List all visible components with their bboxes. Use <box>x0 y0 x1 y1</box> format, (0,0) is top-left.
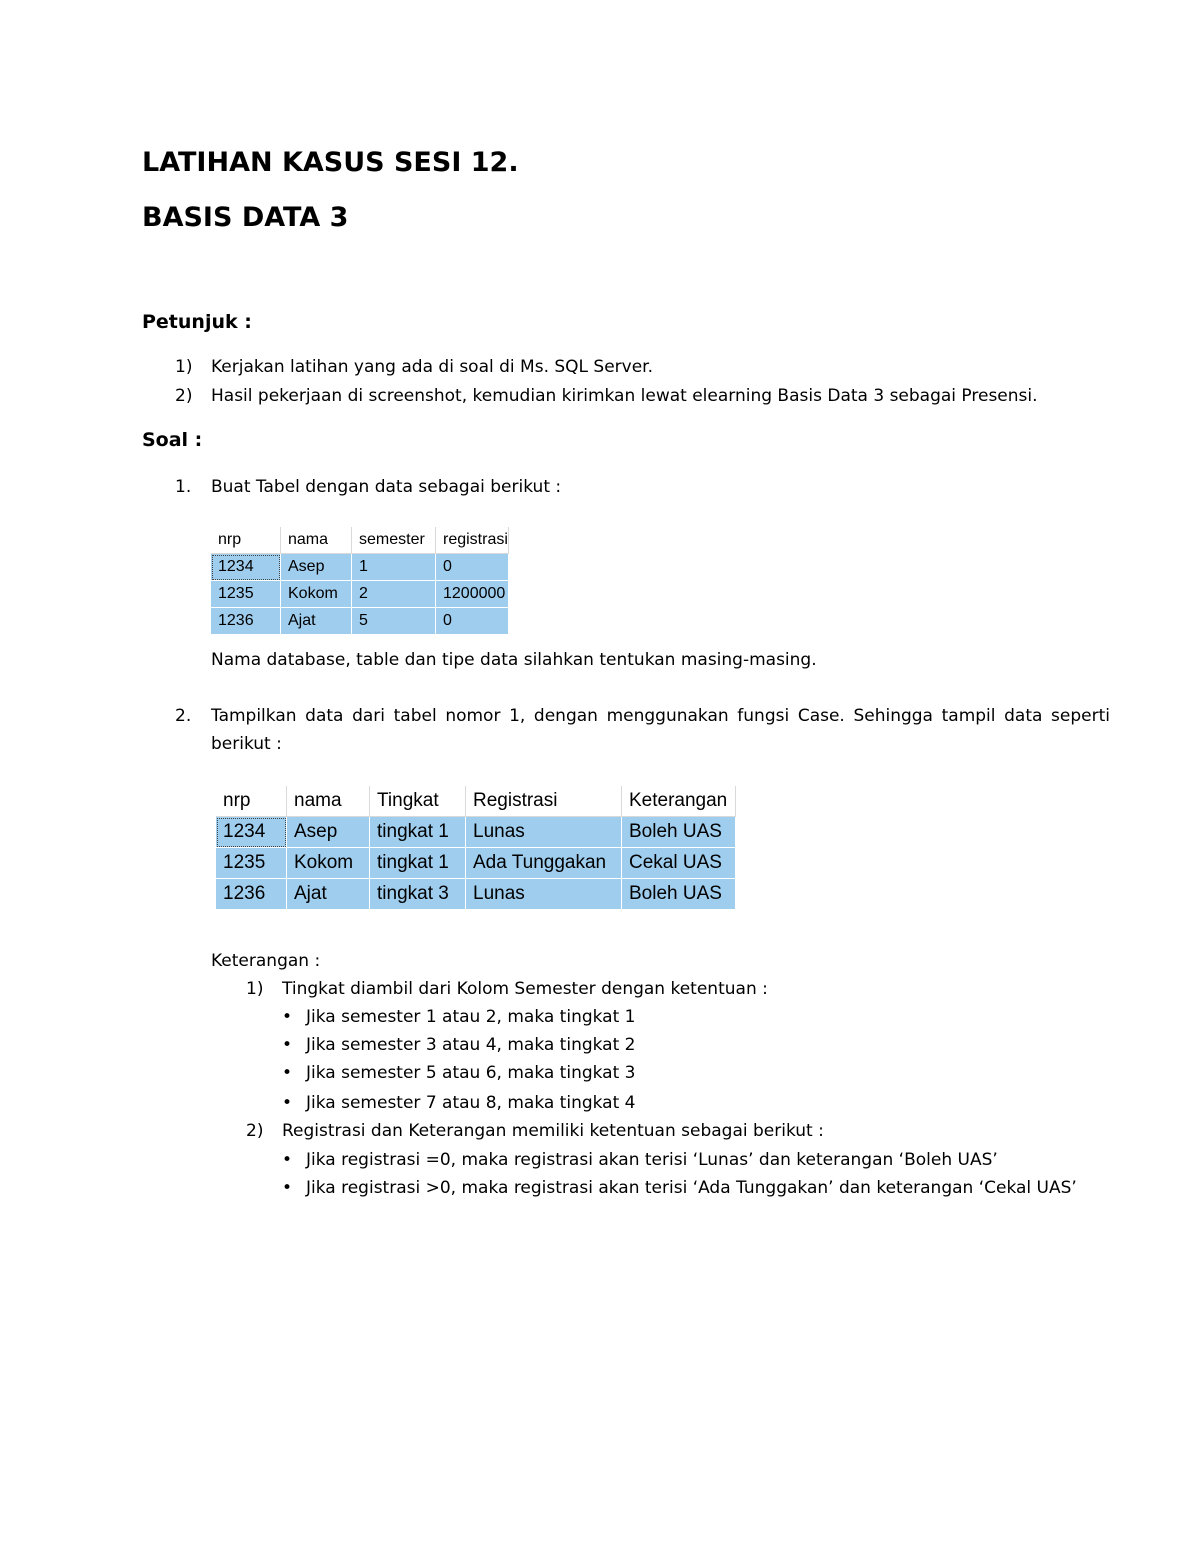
table-row <box>211 554 509 581</box>
bullet-icon: • <box>282 1178 293 1198</box>
table-cell: 2 <box>352 581 436 608</box>
table-cell: 1235 <box>216 848 287 879</box>
table-cell: 1235 <box>211 581 281 608</box>
table-header-row <box>216 786 736 817</box>
soal-heading: Soal : <box>142 429 203 451</box>
table-cell: Kokom <box>281 581 352 608</box>
table-cell: tingkat 3 <box>370 879 466 910</box>
table-row <box>211 608 509 635</box>
soal-1-number: 1. <box>175 477 192 497</box>
table-row <box>211 581 509 608</box>
table-cell: Kokom <box>287 848 370 879</box>
table-cell: Ajat <box>281 608 352 635</box>
table-cell: Lunas <box>466 817 622 848</box>
rule-1-text: Tingkat diambil dari Kolom Semester dengan ketentuan : <box>282 979 768 999</box>
column-header: nama <box>287 786 370 817</box>
keterangan-heading: Keterangan : <box>211 951 321 971</box>
table-cell: Ada Tunggakan <box>466 848 622 879</box>
column-header: nama <box>281 527 352 554</box>
table-header-row <box>211 527 509 554</box>
result-table-image <box>216 786 736 910</box>
table-cell: Boleh UAS <box>622 879 736 910</box>
table-cell: Boleh UAS <box>622 817 736 848</box>
rule-2-bullet-2: Jika registrasi >0, maka registrasi akan terisi ‘Ada Tunggakan’ dan keterangan ‘Cekal UAS’ <box>306 1178 1077 1198</box>
rule-1-number: 1) <box>246 979 264 999</box>
table-cell: 1200000 <box>436 581 509 608</box>
table-cell: 5 <box>352 608 436 635</box>
table-row <box>216 879 736 910</box>
table-cell: 0 <box>436 554 509 581</box>
rule-1-bullet-2: Jika semester 3 atau 4, maka tingkat 2 <box>306 1035 636 1055</box>
petunjuk-item-1-number: 1) <box>175 357 193 377</box>
table-cell: Asep <box>287 817 370 848</box>
bullet-icon: • <box>282 1035 293 1055</box>
table-cell: 0 <box>436 608 509 635</box>
soal-2-text-line-1: Tampilkan data dari tabel nomor 1, dengan menggunakan fungsi Case. Sehingga tampil data seperti <box>211 706 1110 726</box>
rule-1-bullet-1: Jika semester 1 atau 2, maka tingkat 1 <box>306 1007 636 1027</box>
petunjuk-item-2-number: 2) <box>175 386 193 406</box>
rule-2-text: Registrasi dan Keterangan memiliki ketentuan sebagai berikut : <box>282 1121 824 1141</box>
soal-2-number: 2. <box>175 706 192 726</box>
rule-2-number: 2) <box>246 1121 264 1141</box>
table-cell: Asep <box>281 554 352 581</box>
table-cell: Lunas <box>466 879 622 910</box>
table-cell: 1236 <box>216 879 287 910</box>
table-cell: 1234 <box>211 554 281 581</box>
rule-2-bullet-1: Jika registrasi =0, maka registrasi akan terisi ‘Lunas’ dan keterangan ‘Boleh UAS’ <box>306 1150 998 1170</box>
petunjuk-item-1-text: Kerjakan latihan yang ada di soal di Ms. SQL Server. <box>211 357 654 377</box>
bullet-icon: • <box>282 1150 293 1170</box>
soal-2-text-line-2: berikut : <box>211 734 282 754</box>
table-cell: Cekal UAS <box>622 848 736 879</box>
bullet-icon: • <box>282 1093 293 1113</box>
column-header: nrp <box>216 786 287 817</box>
petunjuk-item-2-text: Hasil pekerjaan di screenshot, kemudian kirimkan lewat elearning Basis Data 3 sebagai Presensi. <box>211 386 1038 406</box>
column-header: registrasi <box>436 527 509 554</box>
column-header: Registrasi <box>466 786 622 817</box>
rule-1-bullet-3: Jika semester 5 atau 6, maka tingkat 3 <box>306 1063 636 1083</box>
table-row <box>216 848 736 879</box>
source-table-image <box>211 527 509 635</box>
column-header: Keterangan <box>622 786 736 817</box>
soal-1-note: Nama database, table dan tipe data silahkan tentukan masing-masing. <box>211 650 817 670</box>
table-row <box>216 817 736 848</box>
column-header: nrp <box>211 527 281 554</box>
table-cell: 1234 <box>216 817 287 848</box>
petunjuk-heading: Petunjuk : <box>142 311 252 333</box>
table-cell: 1 <box>352 554 436 581</box>
column-header: Tingkat <box>370 786 466 817</box>
soal-1-text: Buat Tabel dengan data sebagai berikut : <box>211 477 562 497</box>
title-line-2: BASIS DATA 3 <box>142 202 349 233</box>
column-header: semester <box>352 527 436 554</box>
bullet-icon: • <box>282 1007 293 1027</box>
bullet-icon: • <box>282 1063 293 1083</box>
table-cell: tingkat 1 <box>370 817 466 848</box>
table-cell: Ajat <box>287 879 370 910</box>
rule-1-bullet-4: Jika semester 7 atau 8, maka tingkat 4 <box>306 1093 636 1113</box>
table-cell: tingkat 1 <box>370 848 466 879</box>
table-cell: 1236 <box>211 608 281 635</box>
title-line-1: LATIHAN KASUS SESI 12. <box>142 147 519 178</box>
